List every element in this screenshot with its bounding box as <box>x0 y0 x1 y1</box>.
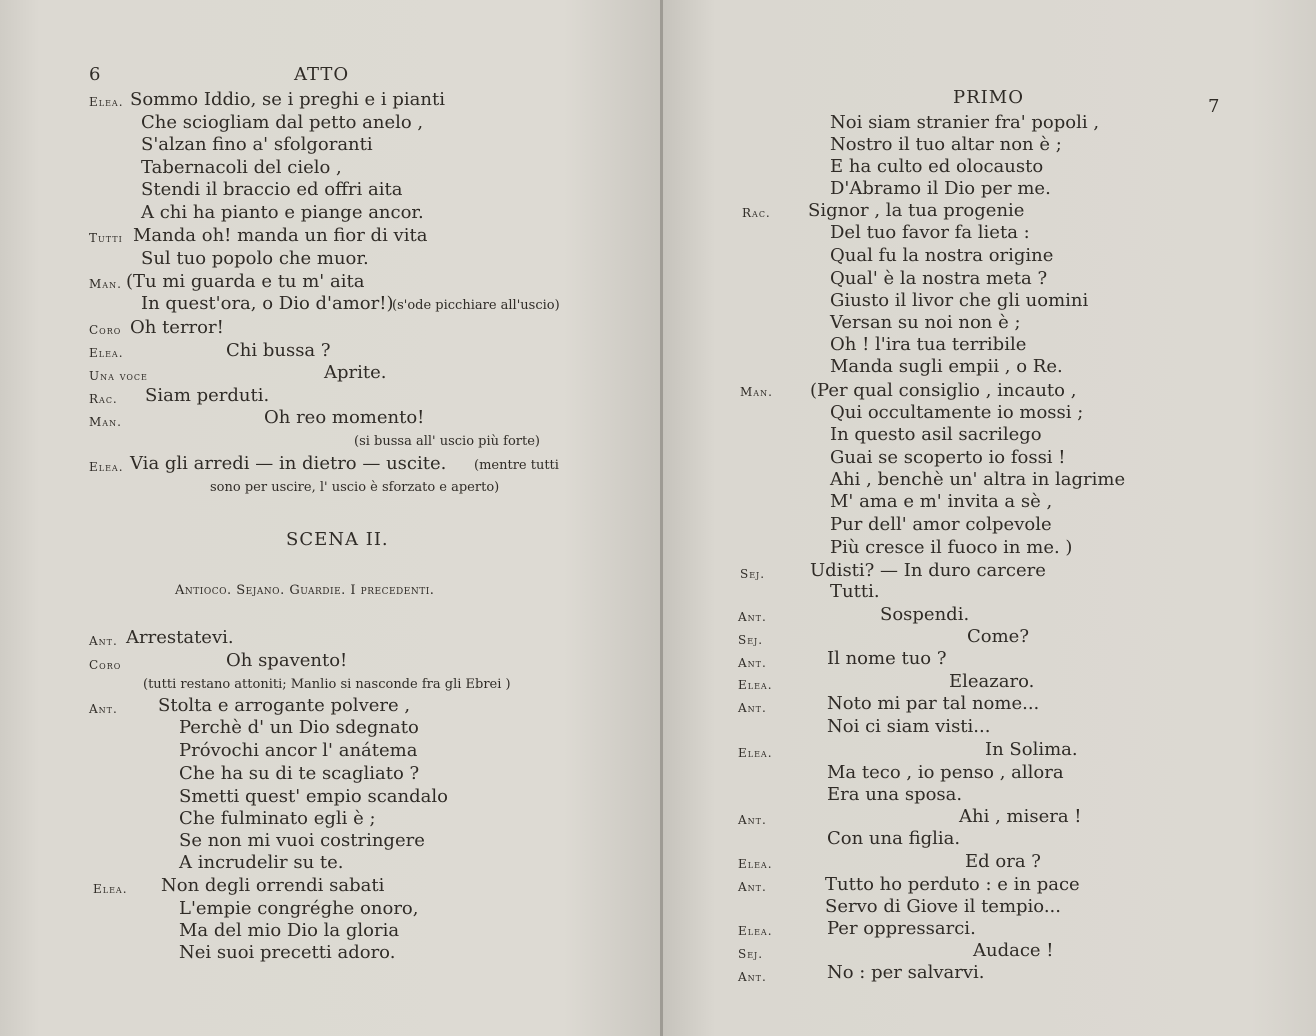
verse-line: Per oppressarci. <box>827 918 976 939</box>
speaker: Coro <box>89 658 122 672</box>
verse-line: Arrestatevi. <box>126 627 234 648</box>
verse-line: Smetti quest' empio scandalo <box>179 786 448 807</box>
speaker: Elea. <box>738 746 773 760</box>
verse-line: (Per qual consiglio , incauto , <box>810 380 1077 401</box>
verse-line: Audace ! <box>973 940 1054 961</box>
verse-line: Che fulminato egli è ; <box>179 808 376 829</box>
speaker: Elea. <box>89 346 124 360</box>
verse-line: Che sciogliam dal petto anelo , <box>141 112 424 133</box>
speaker: Ant. <box>89 634 118 648</box>
verse-line: Nostro il tuo altar non è ; <box>830 134 1062 155</box>
verse-line: L'empie congréghe onoro, <box>179 898 419 919</box>
verse-line: Qual fu la nostra origine <box>830 245 1054 266</box>
verse-line: Manda sugli empii , o Re. <box>830 356 1063 377</box>
running-head: ATTO <box>294 64 350 85</box>
verse-line: Oh terror! <box>130 317 224 338</box>
speaker: Ant. <box>738 701 767 715</box>
verse-line: Del tuo favor fa lieta : <box>830 222 1030 243</box>
verse-line: Oh spavento! <box>226 650 348 671</box>
verse-line: Che ha su di te scagliato ? <box>179 763 420 784</box>
verse-line: Non degli orrendi sabati <box>161 875 385 896</box>
verse-line: Aprite. <box>324 362 387 383</box>
speaker: Elea. <box>93 882 128 896</box>
verse-line: Perchè d' un Dio sdegnato <box>179 717 419 738</box>
verse-line: In Solima. <box>985 739 1078 760</box>
speaker: Man. <box>740 385 773 399</box>
verse-line: Sul tuo popolo che muor. <box>141 248 369 269</box>
verse-line: Versan su noi non è ; <box>830 312 1021 333</box>
verse-line: A incrudelir su te. <box>179 852 344 873</box>
stage-direction: (tutti restano attoniti; Manlio si nasconde fra gli Ebrei ) <box>143 677 511 692</box>
verse-line: E ha culto ed olocausto <box>830 156 1044 177</box>
verse-line: Sommo Iddio, se i preghi e i pianti <box>130 89 445 110</box>
speaker: Ant. <box>738 880 767 894</box>
speaker: Tutti <box>89 231 123 245</box>
verse-line: A chi ha pianto e piange ancor. <box>141 202 424 223</box>
verse-line: Qual' è la nostra meta ? <box>830 268 1048 289</box>
verse-line: Chi bussa ? <box>226 340 331 361</box>
stage-direction: (s'ode picchiare all'uscio) <box>392 298 560 313</box>
speaker: Man. <box>89 415 122 429</box>
speaker: Rac. <box>89 392 118 406</box>
speaker: Ant. <box>738 813 767 827</box>
verse-line: Via gli arredi — in dietro — uscite. <box>130 453 447 474</box>
verse-line: In questo asil sacrilego <box>830 424 1042 445</box>
verse-line: Se non mi vuoi costringere <box>179 830 425 851</box>
verse-line: Sospendi. <box>880 604 970 625</box>
verse-line: M' ama e m' invita a sè , <box>830 491 1053 512</box>
verse-line: Manda oh! manda un fior di vita <box>133 225 428 246</box>
verse-line: Nei suoi precetti adoro. <box>179 942 396 963</box>
speaker: Sej. <box>738 947 764 961</box>
verse-line: Pur dell' amor colpevole <box>830 514 1052 535</box>
speaker: Elea. <box>89 95 124 109</box>
verse-line: Tutto ho perduto : e in pace <box>825 874 1080 895</box>
verse-line: Oh ! l'ira tua terribile <box>830 334 1027 355</box>
speaker: Rac. <box>742 206 771 220</box>
verse-line: Noi ci siam visti... <box>827 716 991 737</box>
verse-line: Tutti. <box>830 581 880 602</box>
right-page <box>663 0 1316 1036</box>
verse-line: S'alzan fino a' sfolgoranti <box>141 134 373 155</box>
speaker: Sej. <box>740 567 766 581</box>
verse-line: Ahi , benchè un' altra in lagrime <box>830 469 1126 490</box>
verse-line: Siam perduti. <box>145 385 270 406</box>
verse-line: Ma del mio Dio la gloria <box>179 920 400 941</box>
verse-line: Come? <box>967 626 1029 647</box>
running-head: PRIMO <box>953 87 1024 108</box>
verse-line: Più cresce il fuoco in me. ) <box>830 537 1073 558</box>
speaker: Ant. <box>738 656 767 670</box>
stage-direction: (si bussa all' uscio più forte) <box>354 434 540 449</box>
verse-line: Ahi , misera ! <box>959 806 1082 827</box>
verse-line: Servo di Giove il tempio... <box>825 896 1061 917</box>
speaker: Elea. <box>89 460 124 474</box>
verse-line: Próvochi ancor l' anátema <box>179 740 418 761</box>
verse-line: Noto mi par tal nome... <box>827 693 1040 714</box>
page-number: 6 <box>89 64 101 85</box>
verse-line: Udisti? — In duro carcere <box>810 560 1046 581</box>
verse-line: D'Abramo il Dio per me. <box>830 178 1051 199</box>
verse-line: Eleazaro. <box>949 671 1035 692</box>
speaker: Ant. <box>738 970 767 984</box>
verse-line: Con una figlia. <box>827 828 961 849</box>
verse-line: Ed ora ? <box>965 851 1041 872</box>
speaker: Sej. <box>738 633 764 647</box>
verse-line: In quest'ora, o Dio d'amor!) <box>141 293 394 314</box>
verse-line: Signor , la tua progenie <box>808 200 1025 221</box>
page-number: 7 <box>1208 96 1220 117</box>
cast-list: Antioco. Sejano. Guardie. I precedenti. <box>175 583 435 598</box>
verse-line: Ma teco , io penso , allora <box>827 762 1064 783</box>
verse-line: (Tu mi guarda e tu m' aita <box>126 271 365 292</box>
verse-line: Era una sposa. <box>827 784 963 805</box>
verse-line: No : per salvarvi. <box>827 962 985 983</box>
verse-line: Stendi il braccio ed offri aita <box>141 179 403 200</box>
verse-line: Qui occultamente io mossi ; <box>830 402 1084 423</box>
speaker: Elea. <box>738 924 773 938</box>
speaker: Coro <box>89 323 122 337</box>
stage-direction: sono per uscire, l' uscio è sforzato e aperto) <box>210 480 500 495</box>
verse-line: Guai se scoperto io fossi ! <box>830 447 1066 468</box>
speaker: Ant. <box>738 610 767 624</box>
verse-line: Il nome tuo ? <box>827 648 947 669</box>
speaker: Una voce <box>89 369 148 383</box>
stage-direction: (mentre tutti <box>474 458 559 473</box>
verse-line: Oh reo momento! <box>264 407 425 428</box>
speaker: Ant. <box>89 702 118 716</box>
speaker: Elea. <box>738 678 773 692</box>
verse-line: Stolta e arrogante polvere , <box>158 695 411 716</box>
scene-title: SCENA II. <box>286 529 389 550</box>
speaker: Man. <box>89 277 122 291</box>
verse-line: Tabernacoli del cielo , <box>141 157 342 178</box>
verse-line: Giusto il livor che gli uomini <box>830 290 1089 311</box>
verse-line: Noi siam stranier fra' popoli , <box>830 112 1100 133</box>
speaker: Elea. <box>738 857 773 871</box>
